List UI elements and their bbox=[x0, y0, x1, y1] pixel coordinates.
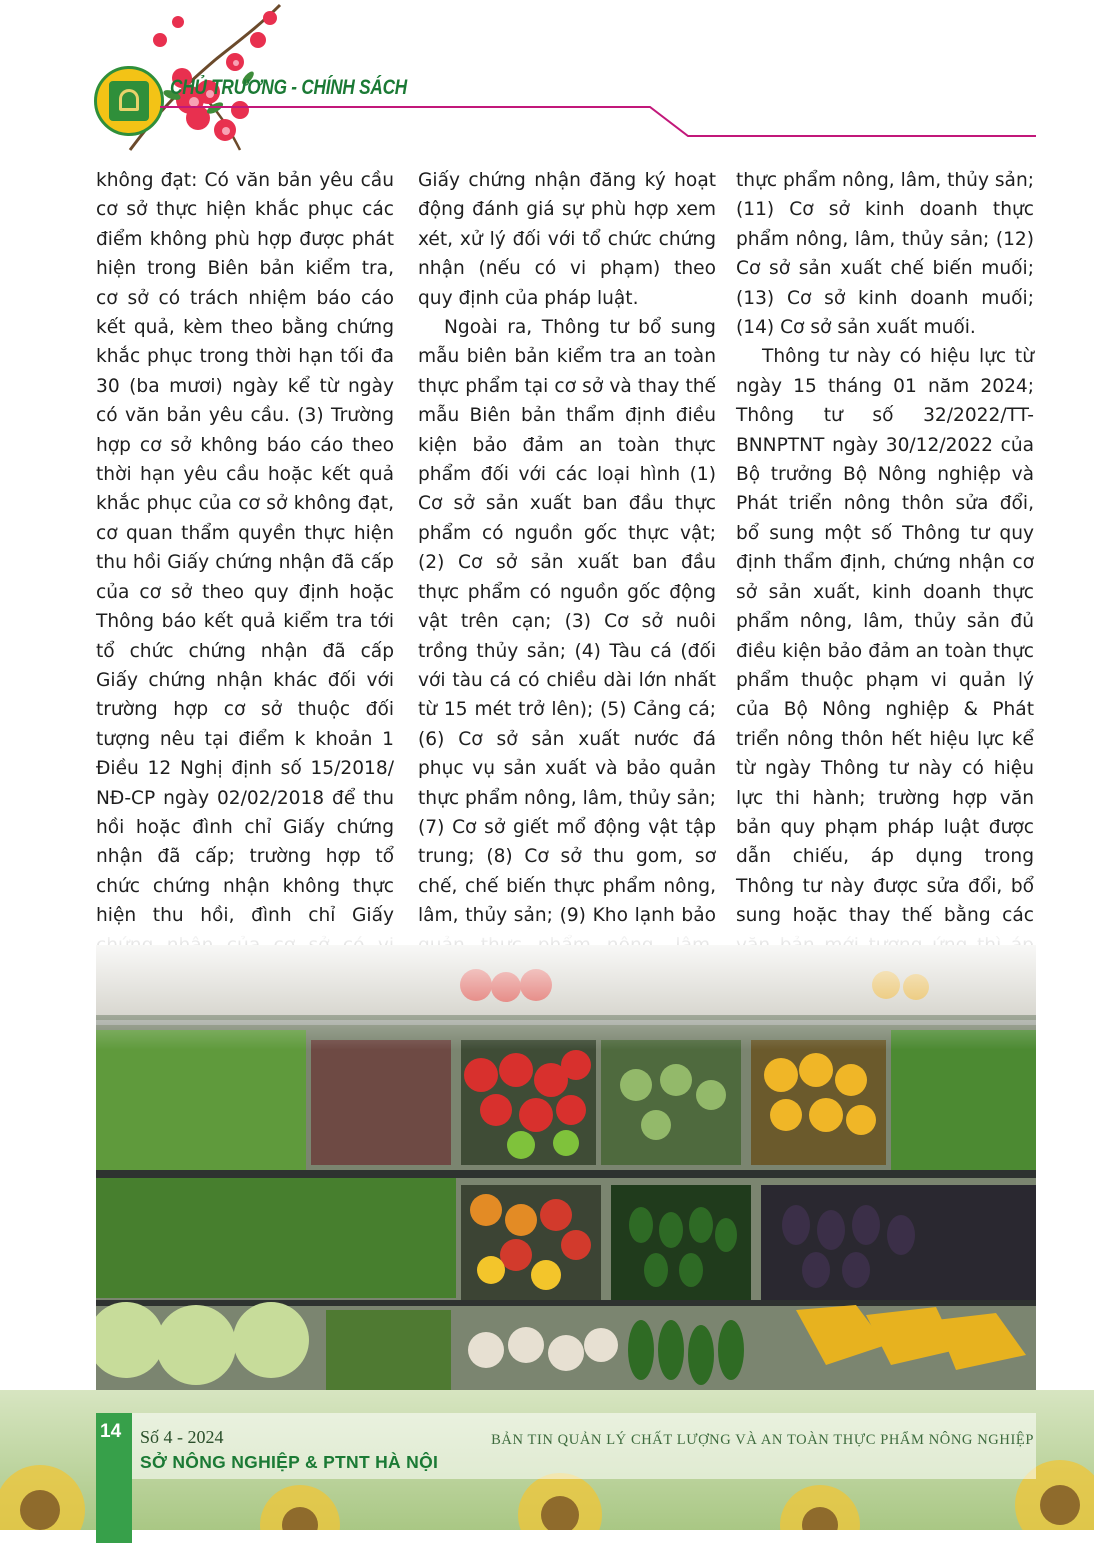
bulletin-title: BẢN TIN QUẢN LÝ CHẤT LƯỢNG VÀ AN TOÀN THỰC PHẨM NÔNG NGHIỆP bbox=[491, 1432, 1034, 1448]
article-column-1 bbox=[96, 166, 394, 1019]
paragraph: Giấy chứng nhận đăng ký hoạt động đánh giá sự phù hợp xem xét, xử lý đối với tổ chức chứng nhận (nếu có vi phạm) theo quy định của pháp luật. bbox=[418, 170, 716, 309]
article-column-2 bbox=[418, 166, 716, 1019]
page-header bbox=[0, 0, 1094, 160]
section-title: CHỦ TRƯƠNG - CHÍNH SÁCH bbox=[170, 76, 407, 99]
paragraph: không đạt: Có văn bản yêu cầu cơ sở thực hiện khắc phục các điểm không phù hợp được phát hiện trong Biên bản kiểm tra, cơ sở có trách nhiệm báo cáo kết quả, kèm theo bằng chứng khắc phục trong thời hạn tối đa 30 (ba mươi) ngày kể từ ngày có văn bản yêu cầu. (3) Trường hợp cơ sở không báo cáo theo thời hạn yêu cầu hoặc kết quả khắc phục của cơ sở không đạt, cơ quan thẩm quyền thực hiện thu hồi Giấy chứng nhận đã cấp của cơ sở theo quy định hoặc Thông báo kết quả kiểm tra tới tổ chức chứng nhận đã cấp Giấy chứng nhận khác đối với trường hợp cơ sở thuộc đối tượng nêu tại điểm k khoản 1 Điều 12 Nghị định số 15/2018/ NĐ-CP ngày 02/02/2018 để thu hồi hoặc đình chỉ Giấy chứng nhận đã cấp; trường hợp tổ chức chứng nhận không thực hiện thu hồi, đình chỉ Giấy bbox=[96, 170, 394, 927]
paragraph: thực phẩm nông, lâm, thủy sản; (11) Cơ sở kinh doanh thực phẩm nông, lâm, thủy sản; (12) Cơ sở sản xuất chế biến muối; (13) Cơ sở kinh doanh muối; (14) Cơ sở sản xuất muối. bbox=[736, 170, 1034, 339]
header-rule bbox=[0, 95, 1094, 145]
issue-label: Số 4 - 2024 bbox=[140, 1427, 224, 1447]
photo-top-fade bbox=[96, 930, 1036, 1050]
paragraph bbox=[736, 342, 1034, 1019]
article-column-3 bbox=[736, 166, 1034, 1020]
department-name: SỞ NÔNG NGHIỆP & PTNT HÀ NỘI bbox=[140, 1452, 439, 1472]
page-number: 14 bbox=[100, 1421, 122, 1442]
paragraph-text: Thông tư này có hiệu lực từ ngày 15 tháng 01 năm 2024; Thông tư số 32/2022/TT-BNNPTNT ngày 30/12/2022 của Bộ trưởng Bộ Nông nghiệp và Phát triển nông thôn sửa đổi, bổ sung một số Thông tư quy định thẩm định, chứng nhận cơ sở sản xuất, kinh doanh thực phẩm nông, lâm, thủy sản đủ điều kiện bảo đảm an toàn thực phẩm thuộc phạm vi quản lý của Bộ Nông nghiệp & Phát triển nông thôn hết hiệu lực kể từ ngày Thông tư này có hiệu lực thi hành; trường hợp văn bản quy phạm pháp luật được dẫn chiếu, áp dụng trong Thông tư này được sửa đổi, bổ sung hoặc thay thế bằng các bbox=[736, 346, 1034, 927]
paragraph: Ngoài ra, Thông tư bổ sung mẫu biên bản kiểm tra an toàn thực phẩm tại cơ sở và thay thế mẫu Biên bản thẩm định điều kiện bảo đảm an toàn thực phẩm đối với các loại hình (1) Cơ sở sản xuất ban đầu thực phẩm có nguồn gốc thực vật; (2) Cơ sở sản xuất ban đầu thực phẩm có nguồn gốc động vật trên cạn; (3) Cơ sở nuôi trồng thủy sản; (4) Tàu cá (đối với tàu cá có chiều dài lớn nhất từ 15 mét trở lên); (5) Cảng cá; (6) Cơ sở sản xuất nước đá phục vụ sản xuất và bảo quản thực phẩm nông, lâm, thủy sản; (7) Cơ sở giết mổ động vật tập trung; (8) Cơ sở thu gom, sơ chế, chế biến thực phẩm nông, lâm, thủy sản; (9) Kho lạnh bảo bbox=[418, 317, 716, 927]
